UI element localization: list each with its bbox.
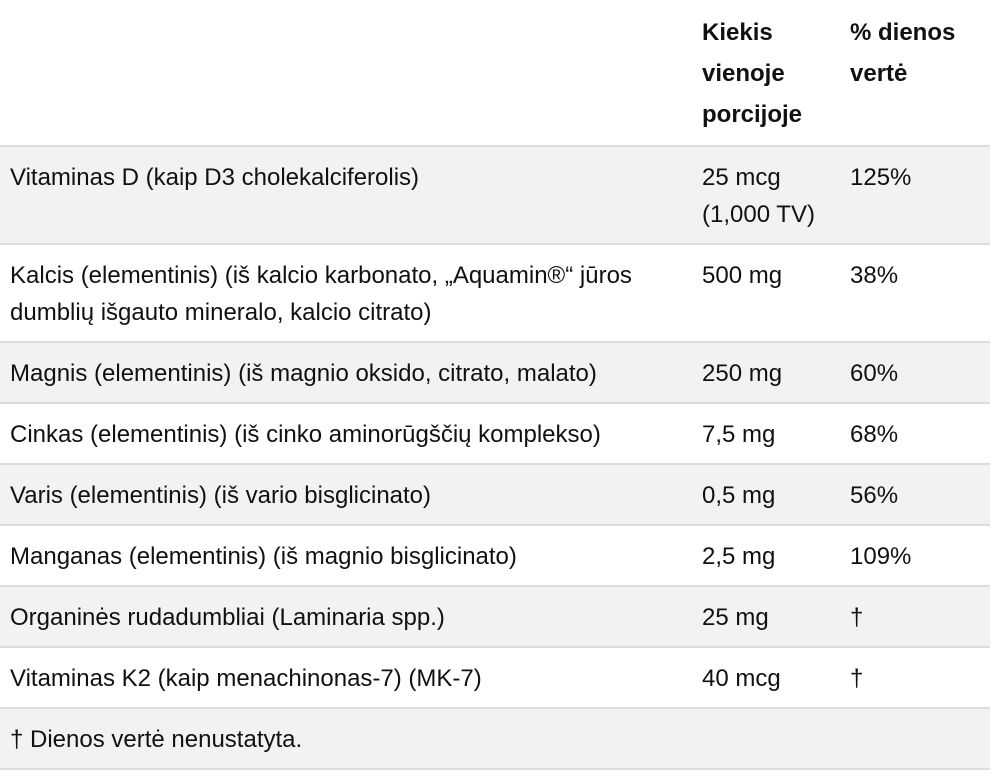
- table-row: [0, 403, 990, 464]
- table-row: [0, 146, 990, 244]
- ingredient-daily-value: 56%: [850, 482, 899, 509]
- ingredient-amount: 25 mg: [702, 604, 769, 631]
- ingredient-name: Kalcis (elementinis) (iš kalcio karbonato, „Aquamin®“ jūros dumblių išgauto mineralo, kalcio citrato): [10, 262, 632, 326]
- table-row: [0, 525, 990, 586]
- table-row: [0, 586, 990, 647]
- ingredient-daily-value: 38%: [850, 262, 899, 289]
- table-header: [0, 0, 990, 146]
- ingredient-amount: 25 mcg (1,000 TV): [702, 164, 815, 228]
- table-row: [0, 464, 990, 525]
- ingredient-name: Vitaminas D (kaip D3 cholekalciferolis): [10, 164, 420, 191]
- ingredient-amount: 2,5 mg: [702, 543, 776, 570]
- header-row: [0, 0, 990, 146]
- ingredient-daily-value: †: [850, 665, 864, 692]
- ingredient-amount: 0,5 mg: [702, 482, 776, 509]
- ingredient-amount: 250 mg: [702, 360, 783, 387]
- ingredient-daily-value: †: [850, 604, 864, 631]
- ingredient-name: Magnis (elementinis) (iš magnio oksido, citrato, malato): [10, 360, 597, 387]
- header-daily-value: % dienos vertė: [850, 19, 956, 87]
- header-ingredient: [0, 0, 692, 146]
- ingredient-name: Vitaminas K2 (kaip menachinonas-7) (MK-7): [10, 665, 482, 692]
- ingredient-daily-value: 68%: [850, 421, 899, 448]
- table-row: [0, 342, 990, 403]
- ingredient-name: Manganas (elementinis) (iš magnio bisglicinato): [10, 543, 517, 570]
- ingredient-daily-value: 60%: [850, 360, 899, 387]
- ingredient-amount: 500 mg: [702, 262, 783, 289]
- table-row: [0, 244, 990, 342]
- ingredient-name: Cinkas (elementinis) (iš cinko aminorūgščių komplekso): [10, 421, 601, 448]
- ingredient-daily-value: 109%: [850, 543, 912, 570]
- footnote-text: † Dienos vertė nenustatyta.: [10, 726, 303, 753]
- ingredient-amount: 7,5 mg: [702, 421, 776, 448]
- header-amount-per-serving: Kiekis vienoje porcijoje: [702, 19, 803, 128]
- ingredient-amount: 40 mcg: [702, 665, 781, 692]
- table-row: [0, 647, 990, 708]
- footnote-row: [0, 708, 990, 769]
- ingredient-name: Varis (elementinis) (iš vario bisglicinato): [10, 482, 432, 509]
- ingredient-daily-value: 125%: [850, 164, 912, 191]
- ingredient-name: Organinės rudadumbliai (Laminaria spp.): [10, 604, 445, 631]
